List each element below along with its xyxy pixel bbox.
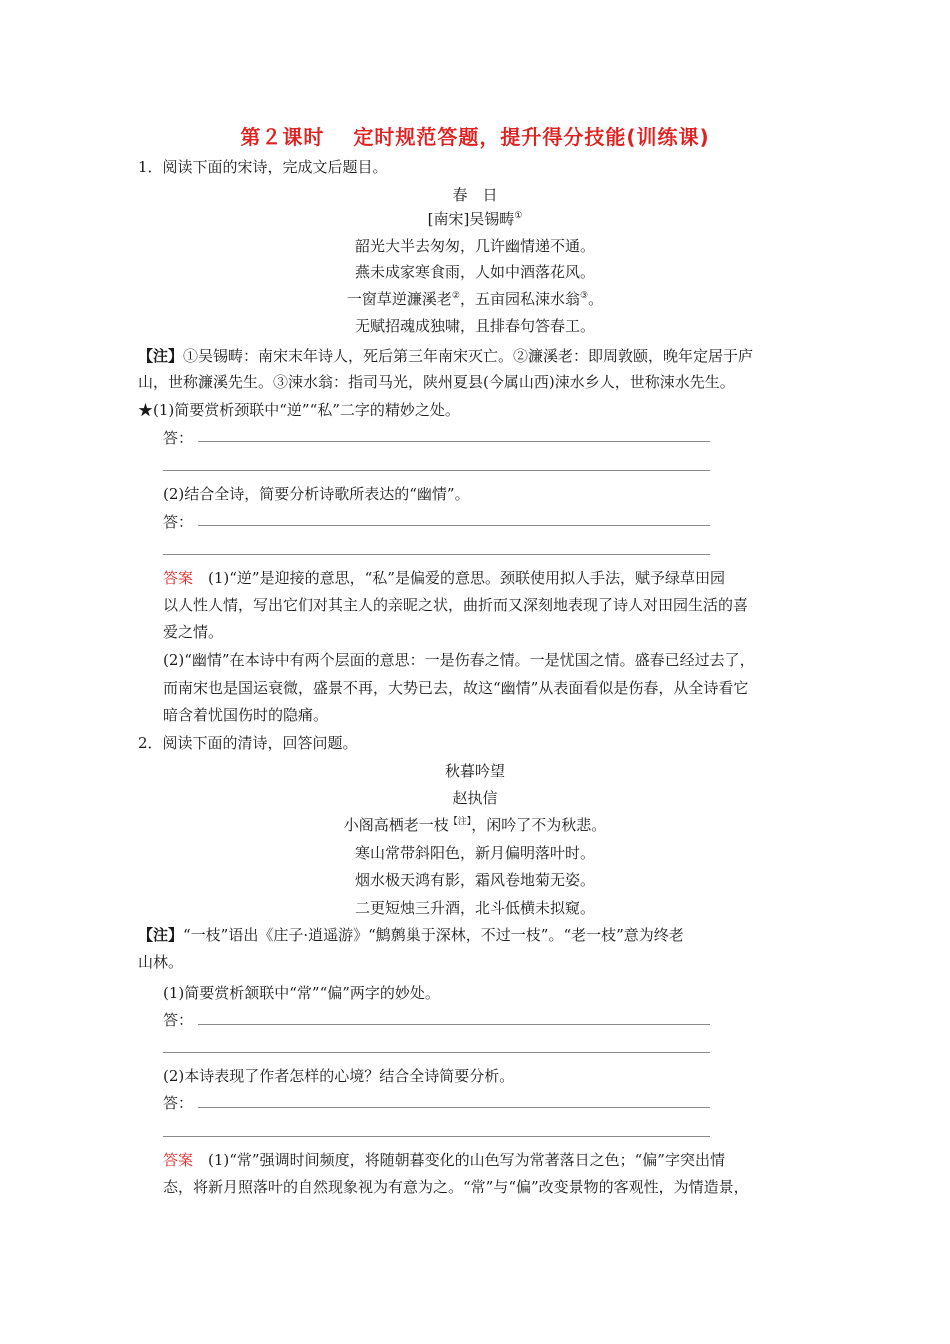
q1-answer-line-2: 以人性人情，写出它们对其主人的亲昵之状，曲折而又深刻地表现了诗人对田园生活的喜 xyxy=(163,596,749,614)
q1-note-line-1: 【注】①吴锡畴：南宋末年诗人，死后第三年南宋灭亡。②濂溪老：即周敦颐，晚年定居于庐 xyxy=(138,347,754,365)
q1-poem-title: 春 日 xyxy=(452,186,498,204)
answer-blank-line[interactable] xyxy=(163,554,710,555)
q1-poem-line-3: 一窗草逆濂溪老②，五亩园私涑水翁③。 xyxy=(346,290,604,308)
q2-prompt: 2．阅读下面的清诗，回答问题。 xyxy=(138,734,358,752)
q1-poem-line-4: 无赋招魂成独啸，且排春句答春工。 xyxy=(354,317,595,335)
q2-poem-line-4: 二更短烛三升酒，北斗低横未拟窥。 xyxy=(354,899,595,917)
q1-answer-line-5: 而南宋也是国运衰微，盛景不再，大势已去，故这“幽情”从表面看似是伤春，从全诗看它 xyxy=(163,679,749,697)
answer-blank-line[interactable] xyxy=(163,470,710,471)
q2-poem-author: 赵执信 xyxy=(452,789,498,807)
q1-answer-line-4: (2)“幽情”在本诗中有两个层面的意思：一是伤春之情。一是忧国之情。盛春已经过去了， xyxy=(163,651,755,669)
q1-subquestion-2: (2)结合全诗，简要分析诗歌所表达的“幽情”。 xyxy=(163,485,470,503)
q1-prompt: 1．阅读下面的宋诗，完成文后题目。 xyxy=(138,158,388,176)
q1-poem-line-2: 燕未成家寒食雨，人如中酒落花风。 xyxy=(354,263,595,281)
q2-subquestion-1: (1)简要赏析颔联中“常”“偏”两字的妙处。 xyxy=(163,984,440,1002)
q2-subquestion-2: (2)本诗表现了作者怎样的心境？结合全诗简要分析。 xyxy=(163,1067,515,1085)
answer-blank-line[interactable] xyxy=(198,441,710,442)
answer-blank-line[interactable] xyxy=(163,1052,710,1053)
q2-answer-line-1: 答案 (1)“常”强调时间频度，将随朝暮变化的山色写为常著落日之色；“偏”字突出情 xyxy=(163,1151,725,1169)
q1-note-line-2: 山，世称濂溪先生。③涑水翁：指司马光，陕州夏县(今属山西)涑水乡人，世称涑水先生。 xyxy=(138,373,735,391)
q1-poem-line-1: 韶光大半去匆匆，几许幽情递不通。 xyxy=(354,237,595,255)
q1-subquestion-1: ★(1)简要赏析颈联中“逆”“私”二字的精妙之处。 xyxy=(138,401,460,419)
q1-poem-author: [南宋]吴锡畴① xyxy=(427,210,523,228)
answer-label: 答： xyxy=(163,1094,194,1112)
page-title: 第２课时 定时规范答题，提升得分技能(训练课) xyxy=(240,125,710,149)
answer-label: 答： xyxy=(163,429,194,447)
q1-answer-line-1: 答案 (1)“逆”是迎接的意思，“私”是偏爱的意思。颈联使用拟人手法，赋予绿草田园 xyxy=(163,569,725,587)
answer-label: 答： xyxy=(163,513,194,531)
q2-poem-line-2: 寒山常带斜阳色，新月偏明落叶时。 xyxy=(354,844,595,862)
q2-answer-line-2: 态，将新月照落叶的自然现象视为有意为之。“常”与“偏”改变景物的客观性，为情造景， xyxy=(163,1178,749,1196)
q2-note-line-2: 山林。 xyxy=(138,953,184,971)
answer-blank-line[interactable] xyxy=(198,1024,710,1025)
answer-label: 答： xyxy=(163,1011,194,1029)
q1-answer-line-6: 暗含着忧国伤时的隐痛。 xyxy=(163,706,329,724)
q2-note-line-1: 【注】“一枝”语出《庄子·逍遥游》“鹪鹩巢于深林，不过一枝”。“老一枝”意为终老 xyxy=(138,926,684,944)
q1-answer-line-3: 爱之情。 xyxy=(163,623,224,641)
answer-blank-line[interactable] xyxy=(163,1136,710,1137)
answer-blank-line[interactable] xyxy=(198,525,710,526)
q2-poem-line-1: 小阁高栖老一枝$^{【注】}$，闲吟了不为秋悲。 xyxy=(343,816,607,834)
answer-blank-line[interactable] xyxy=(198,1107,710,1108)
q2-poem-line-3: 烟水极天鸿有影，霜风卷地菊无姿。 xyxy=(354,871,595,889)
q2-poem-title: 秋暮吟望 xyxy=(444,762,505,780)
